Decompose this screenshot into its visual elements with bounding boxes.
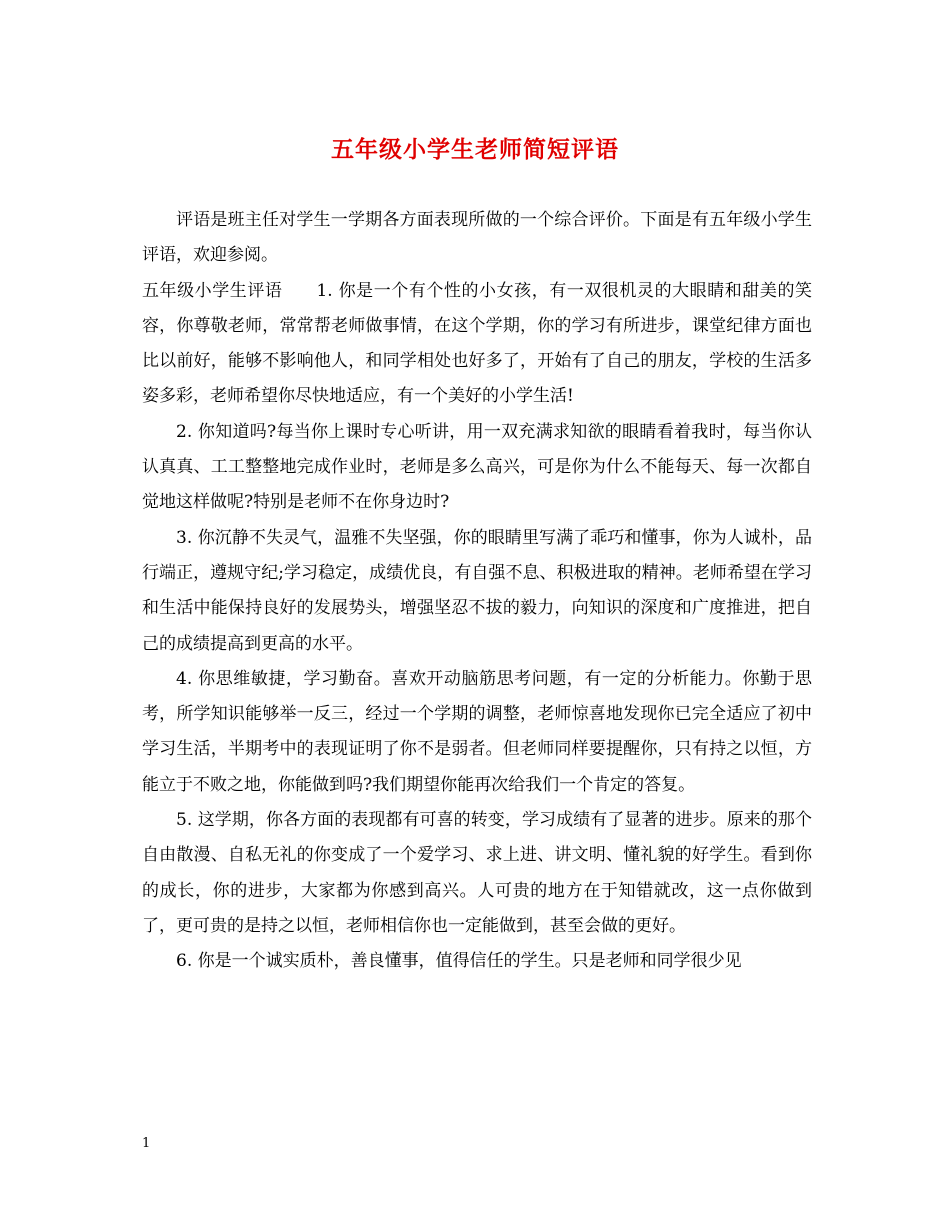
document-body xyxy=(142,203,812,980)
intro-paragraph: 评语是班主任对学生一学期各方面表现所做的一个综合评价。下面是有五年级小学生评语，欢迎参阅。 xyxy=(142,210,812,266)
comment-item-6: 6. 你是一个诚实质朴，善良懂事，值得信任的学生。只是老师和同学很少见 xyxy=(176,951,742,972)
section-heading: 五年级小学生评语 xyxy=(142,280,283,301)
page-number: 1 xyxy=(142,1136,151,1151)
comment-paragraph-1 xyxy=(142,274,812,415)
document-title: 五年级小学生老师简短评语 xyxy=(331,136,619,163)
comment-item-4: 4. 你思维敏捷，学习勤奋。喜欢开动脑筋思考问题，有一定的分析能力。你勤于思考，所学知识能够举一反三，经过一个学期的调整，老师惊喜地发现你已完全适应了初中学习生活，半期考中的表现证明了你不是弱者。但老师同样要提醒你，只有持之以恒，方能立于不败之地，你能做到吗?我们期望你能再次给我们一个肯定的答复。 xyxy=(142,668,812,795)
comment-item-3: 3. 你沉静不失灵气，温雅不失坚强，你的眼睛里写满了乖巧和懂事，你为人诚朴，品行端正，遵规守纪;学习稳定，成绩优良，有自强不息、积极进取的精神。老师希望在学习和生活中能保持良好的发展势头，增强坚忍不拔的毅力，向知识的深度和广度推进，把自己的成绩提高到更高的水平。 xyxy=(142,527,812,654)
comment-item-5: 5. 这学期，你各方面的表现都有可喜的转变，学习成绩有了显著的进步。原来的那个自由散漫、自私无礼的你变成了一个爱学习、求上进、讲文明、懂礼貌的好学生。看到你的成长，你的进步，大家都为你感到高兴。人可贵的地方在于知错就改，这一点你做到了，更可贵的是持之以恒，老师相信你也一定能做到，甚至会做的更好。 xyxy=(142,810,812,936)
comment-item-1: 1. 你是一个有个性的小女孩，有一双很机灵的大眼睛和甜美的笑容，你尊敬老师，常常帮老师做事情，在这个学期，你的学习有所进步，课堂纪律方面也比以前好，能够不影响他人，和同学相处也好多了，开始有了自己的朋友，学校的生活多姿多彩，老师希望你尽快地适应，有一个美好的小学生活! xyxy=(142,280,813,407)
comment-item-2: 2. 你知道吗?每当你上课时专心听讲，用一双充满求知欲的眼睛看着我时，每当你认认真真、工工整整地完成作业时，老师是多么高兴，可是你为什么不能每天、每一次都自觉地这样做呢?特别是老师不在你身边时? xyxy=(142,421,812,513)
